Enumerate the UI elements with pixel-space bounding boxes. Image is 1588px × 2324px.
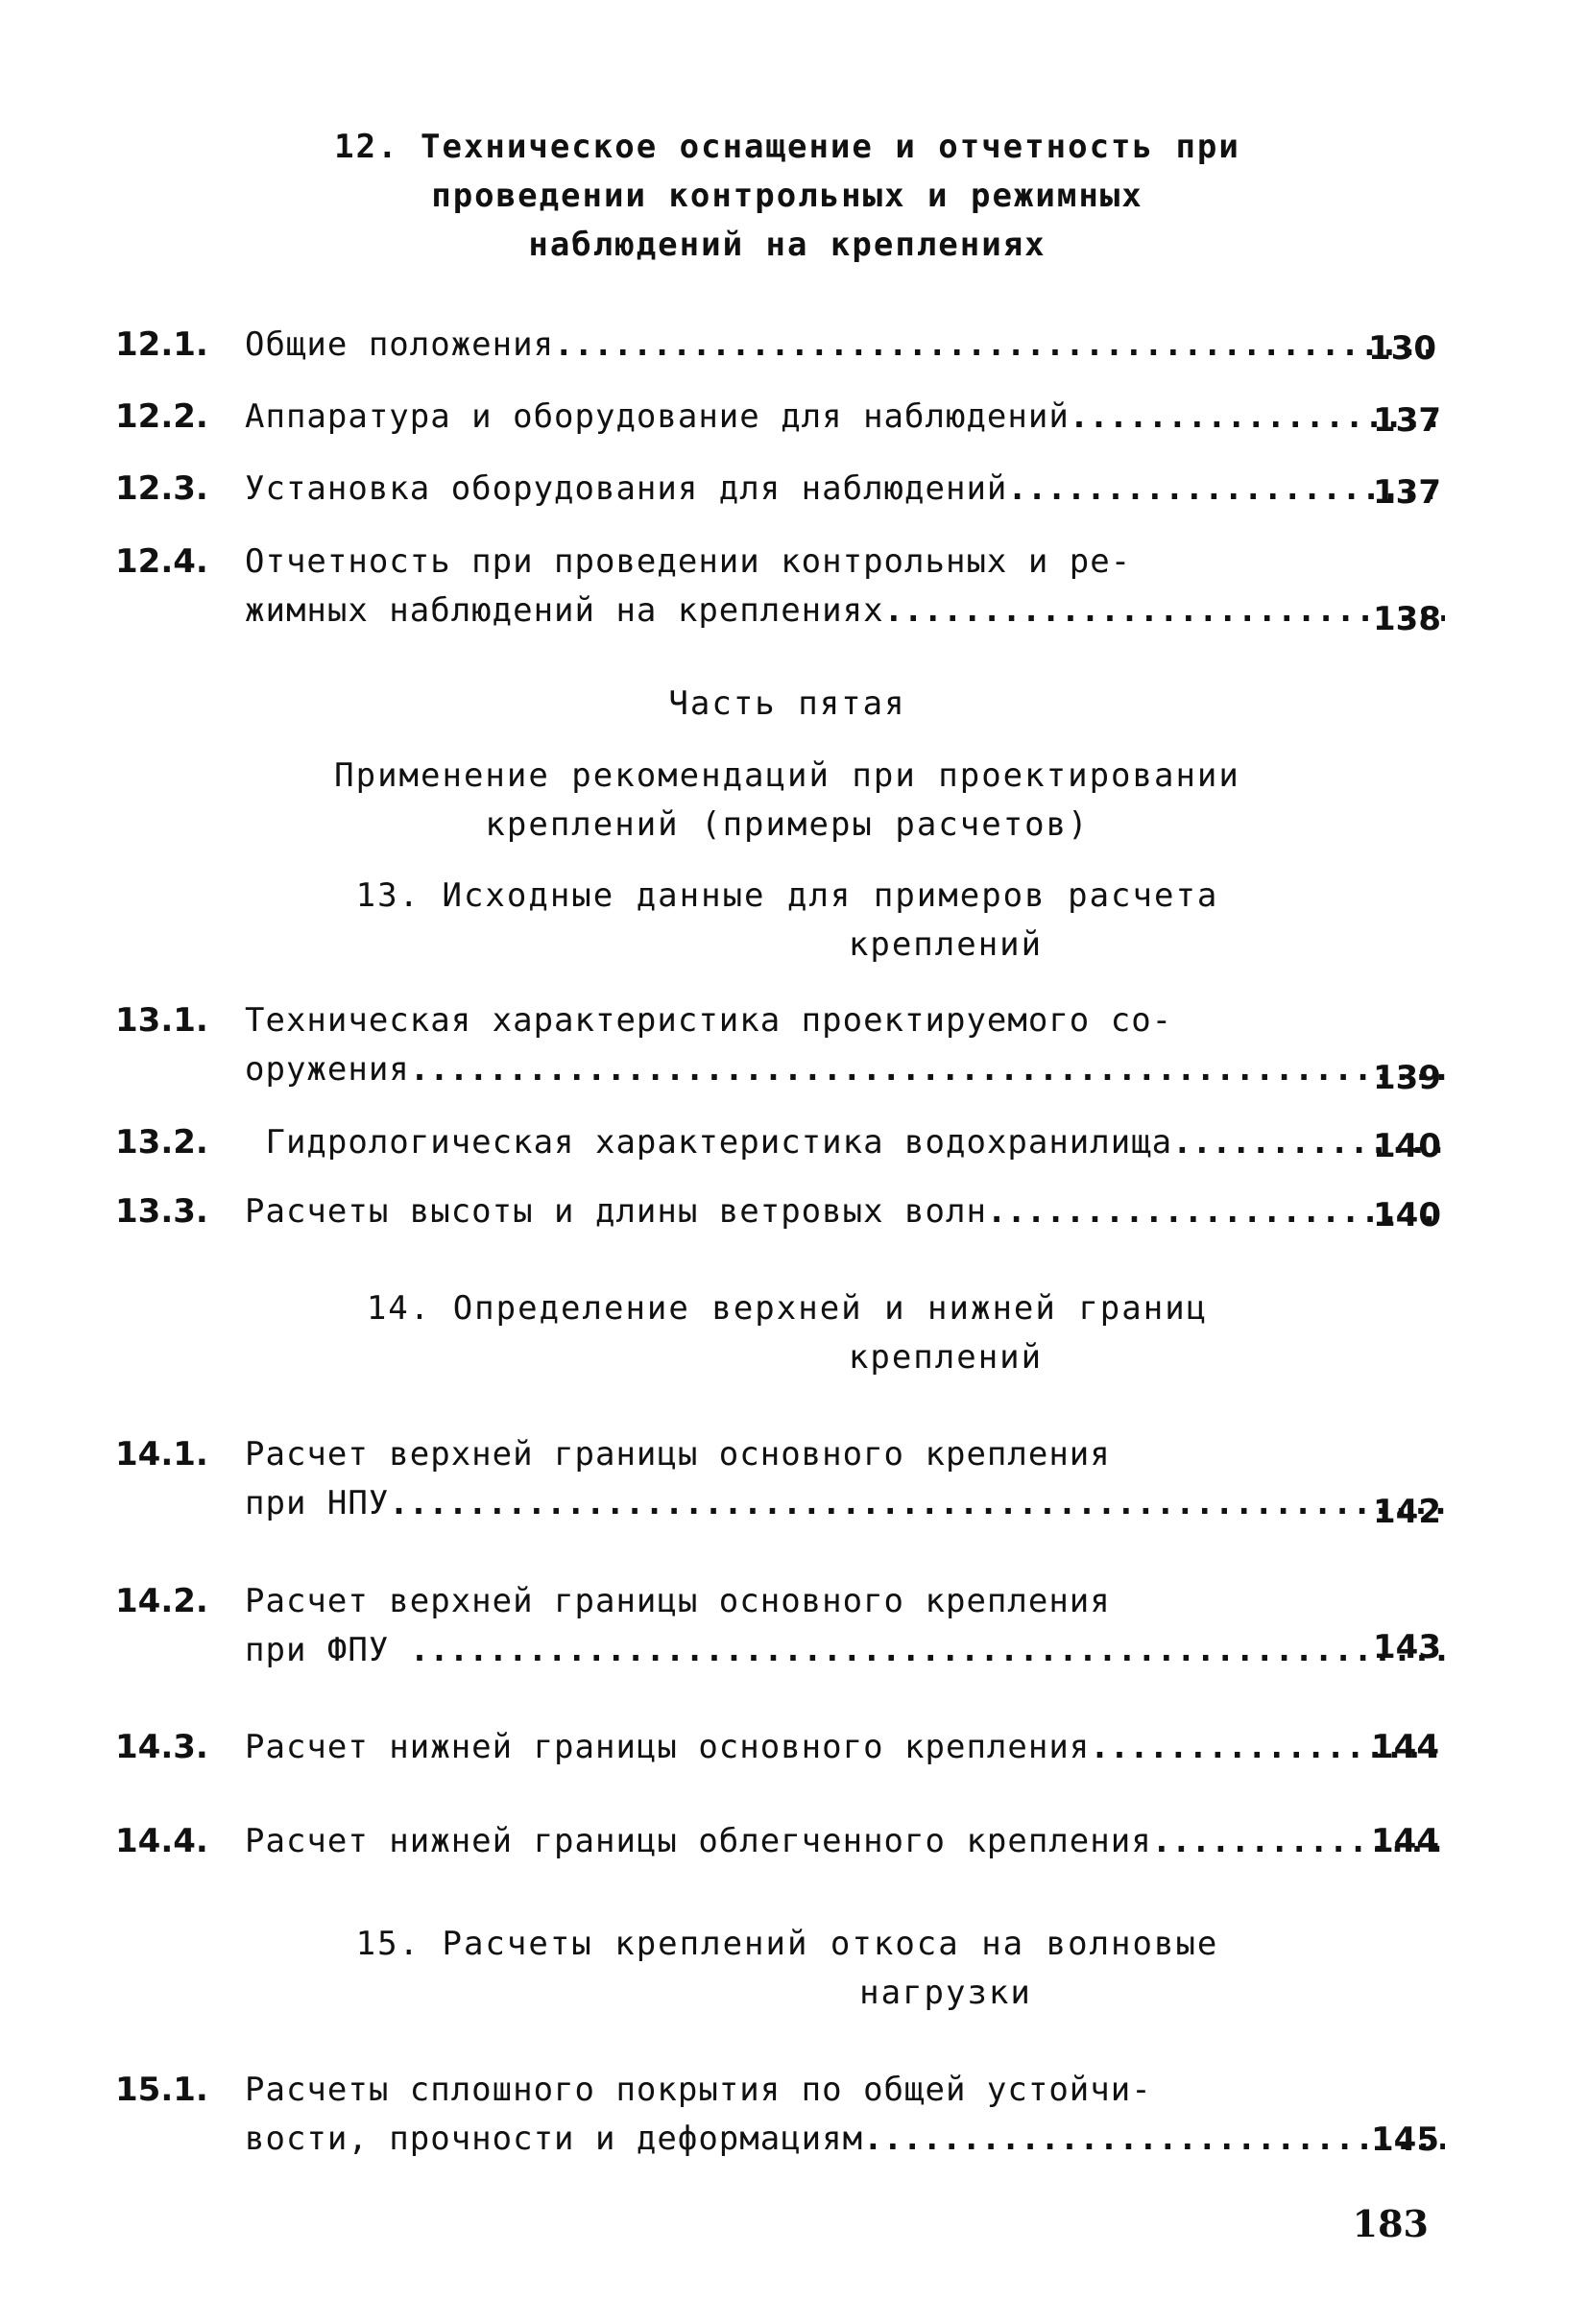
entry-page: 144 <box>1371 1728 1439 1766</box>
entry-title: Расчет верхней границы основного крепления <box>245 1435 1111 1473</box>
section-14-heading <box>240 1284 1335 1382</box>
entry-title-cont: вости, прочности и деформациям <box>245 2120 864 2158</box>
leader-dots <box>389 1479 1445 1528</box>
leader-dots <box>863 2115 1445 2164</box>
entry-page: 144 <box>1371 1822 1439 1860</box>
entry-page: 137 <box>1373 401 1441 440</box>
section-15-heading <box>240 1920 1335 2018</box>
entry-number: 13.3. <box>115 1192 208 1231</box>
entry-title: Аппаратура и оборудование для наблюдений <box>245 397 1070 436</box>
entry-title: Отчетность при проведении контрольных и ре- <box>245 542 1132 581</box>
section-12-heading <box>240 123 1335 270</box>
heading-line: креплений <box>848 1338 1044 1377</box>
entry-number: 14.1. <box>115 1435 208 1473</box>
heading-line: наблюдений на креплениях <box>528 226 1047 264</box>
part-five-heading <box>240 680 1335 729</box>
heading-line: креплений <box>848 925 1044 964</box>
heading-line: нагрузки <box>859 1974 1032 2012</box>
entry-page: 142 <box>1373 1493 1441 1531</box>
leader-dots <box>884 587 1445 635</box>
entry-title: Техническая характеристика проектируемого со- <box>245 1001 1173 1040</box>
entry-number: 12.2. <box>115 397 208 436</box>
entry-title-cont: оружения <box>245 1050 410 1089</box>
entry-page: 140 <box>1373 1127 1441 1165</box>
entry-title: Расчеты высоты и длины ветровых волн <box>245 1192 987 1231</box>
heading-line: 12. Техническое оснащение и отчетность при <box>334 128 1240 166</box>
entry-number: 13.2. <box>115 1123 208 1162</box>
entry-number: 13.1. <box>115 1001 208 1040</box>
entry-title: Установка оборудования для наблюдений <box>245 469 1008 508</box>
entry-title: Расчет верхней границы основного крепления <box>245 1582 1111 1620</box>
entry-number: 14.3. <box>115 1728 208 1766</box>
leader-dots <box>554 321 1445 370</box>
entry-page: 139 <box>1373 1059 1441 1097</box>
part-five-subtitle <box>240 752 1335 850</box>
heading-line: проведении контрольных и режимных <box>431 177 1143 215</box>
entry-title: Гидрологическая характеристика водохранилища <box>245 1123 1173 1162</box>
entry-number: 12.4. <box>115 542 208 581</box>
entry-number: 15.1. <box>115 2071 208 2109</box>
entry-number: 12.1. <box>115 325 208 364</box>
entry-title: Общие положения <box>245 325 555 364</box>
entry-page: 143 <box>1373 1628 1441 1666</box>
entry-page: 138 <box>1373 600 1441 638</box>
entry-title-cont: при НПУ <box>245 1484 390 1522</box>
heading-line: креплений (примеры расчетов) <box>485 805 1090 844</box>
heading-line: 15. Расчеты креплений откоса на волновые <box>355 1925 1219 1963</box>
heading-line: 14. Определение верхней и нижней границ <box>366 1289 1209 1328</box>
heading-line: 13. Исходные данные для примеров расчета <box>355 876 1219 915</box>
entry-page: 140 <box>1373 1196 1441 1234</box>
entry-number: 14.2. <box>115 1582 208 1620</box>
heading-line: Применение рекомендаций при проектировании <box>334 756 1240 795</box>
entry-title: Расчеты сплошного покрытия по общей устойчи- <box>245 2071 1152 2109</box>
leader-dots <box>410 1045 1445 1094</box>
entry-title: Расчет нижней границы основного крепления <box>245 1728 1091 1766</box>
entry-page: 137 <box>1373 473 1441 512</box>
entry-title: Расчет нижней границы облегченного крепления <box>245 1822 1152 1860</box>
entry-title-cont: при ФПУ <box>245 1631 410 1669</box>
section-13-heading <box>240 872 1335 970</box>
entry-page: 130 <box>1368 329 1436 368</box>
entry-page: 145 <box>1371 2120 1439 2159</box>
part-title: Часть пятая <box>668 684 906 723</box>
entry-number: 12.3. <box>115 469 208 508</box>
entry-title-cont: жимных наблюдений на креплениях <box>245 591 884 630</box>
leader-dots <box>410 1626 1445 1675</box>
entry-number: 14.4. <box>115 1822 208 1860</box>
page-number: 183 <box>1352 2202 1429 2245</box>
